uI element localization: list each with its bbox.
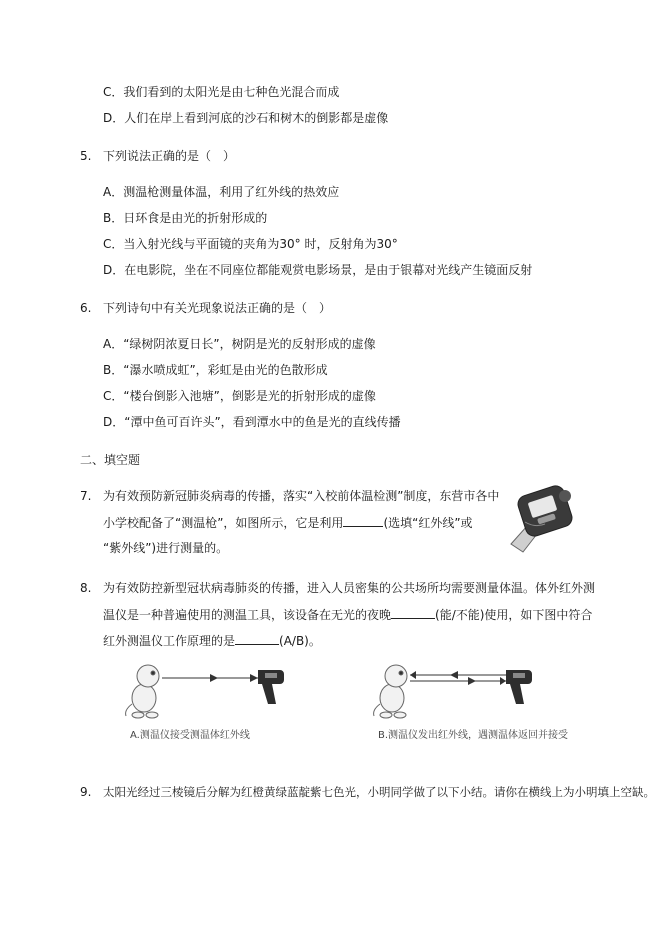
thermometer-a-icon bbox=[258, 670, 284, 704]
q8-line-2-suffix: (能/不能)使用，如下图中符合 bbox=[435, 608, 593, 622]
q7-line-2-text: 小学校配备了“测温枪”，如图所示，它是利用 bbox=[103, 516, 344, 530]
thermometer-gun-image bbox=[505, 482, 585, 554]
character-a-icon bbox=[126, 665, 159, 718]
q5-option-b: B．日环食是由光的折射形成的 bbox=[103, 211, 268, 225]
q6-option-d: D．“潭中鱼可百许头”，看到潭水中的鱼是光的直线传播 bbox=[103, 415, 401, 429]
figure-a-caption: A.测温仪接受测温体红外线 bbox=[130, 730, 250, 741]
q4-option-c: C．我们看到的太阳光是由七种色光混合而成 bbox=[103, 85, 340, 99]
figure-b-diagram bbox=[368, 660, 538, 722]
q4-option-d: D．人们在岸上看到河底的沙石和树木的倒影都是虚像 bbox=[103, 111, 389, 125]
q8-number: 8. bbox=[80, 581, 92, 595]
q8-line-3-text: 红外测温仪工作原理的是 bbox=[103, 634, 236, 648]
thermometer-b-icon bbox=[506, 670, 532, 704]
q8-blank-1[interactable] bbox=[391, 606, 435, 619]
q8-blank-2[interactable] bbox=[235, 632, 279, 645]
character-b-icon bbox=[374, 665, 407, 718]
q6-stem: 下列诗句中有关光现象说法正确的是（ ） bbox=[103, 301, 332, 315]
q5-number: 5. bbox=[80, 149, 92, 163]
q8-line-3 bbox=[103, 632, 321, 649]
q8-line-1: 为有效防控新型冠状病毒肺炎的传播，进入人员密集的公共场所均需要测量体温。体外红外测 bbox=[103, 581, 596, 595]
q5-option-d: D．在电影院，坐在不同座位都能观赏电影场景，是由于银幕对光线产生镜面反射 bbox=[103, 263, 533, 277]
q7-blank[interactable] bbox=[343, 514, 383, 527]
figure-a-diagram bbox=[120, 660, 290, 722]
q7-number: 7. bbox=[80, 489, 92, 503]
q6-number: 6. bbox=[80, 301, 92, 315]
q5-option-c: C．当入射光线与平面镜的夹角为30° 时，反射角为30° bbox=[103, 237, 398, 251]
q5-stem: 下列说法正确的是（ ） bbox=[103, 149, 236, 163]
q6-option-b: B．“瀑水喷成虹”，彩虹是由光的色散形成 bbox=[103, 363, 328, 377]
section-heading-fill-in: 二、填空题 bbox=[80, 453, 141, 467]
q7-line-2 bbox=[103, 514, 473, 531]
figure-b-caption: B.测温仪发出红外线，遇测温体返回并接受 bbox=[378, 730, 569, 741]
q7-line-3: “紫外线”)进行测量的。 bbox=[103, 541, 229, 555]
q9-number: 9. bbox=[80, 785, 92, 799]
q5-option-a: A．测温枪测量体温，利用了红外线的热效应 bbox=[103, 185, 340, 199]
q6-option-a: A．“绿树阴浓夏日长”，树阴是光的反射形成的虚像 bbox=[103, 337, 376, 351]
q7-line-2-suffix: (选填“红外线”或 bbox=[383, 516, 473, 530]
q8-line-2 bbox=[103, 606, 592, 623]
q7-line-1: 为有效预防新冠肺炎病毒的传播，落实“入校前体温检测”制度，东营市各中 bbox=[103, 489, 500, 503]
q8-line-3-suffix: (A/B)。 bbox=[279, 634, 321, 648]
q6-option-c: C．“楼台倒影入池塘”，倒影是光的折射形成的虚像 bbox=[103, 389, 376, 403]
q9-line-1: 太阳光经过三棱镜后分解为红橙黄绿蓝靛紫七色光，小明同学做了以下小结。请你在横线上为小明填上空缺。 bbox=[103, 785, 655, 799]
q8-line-2-text: 温仪是一种普遍使用的测温工具，该设备在无光的夜晚 bbox=[103, 608, 392, 622]
